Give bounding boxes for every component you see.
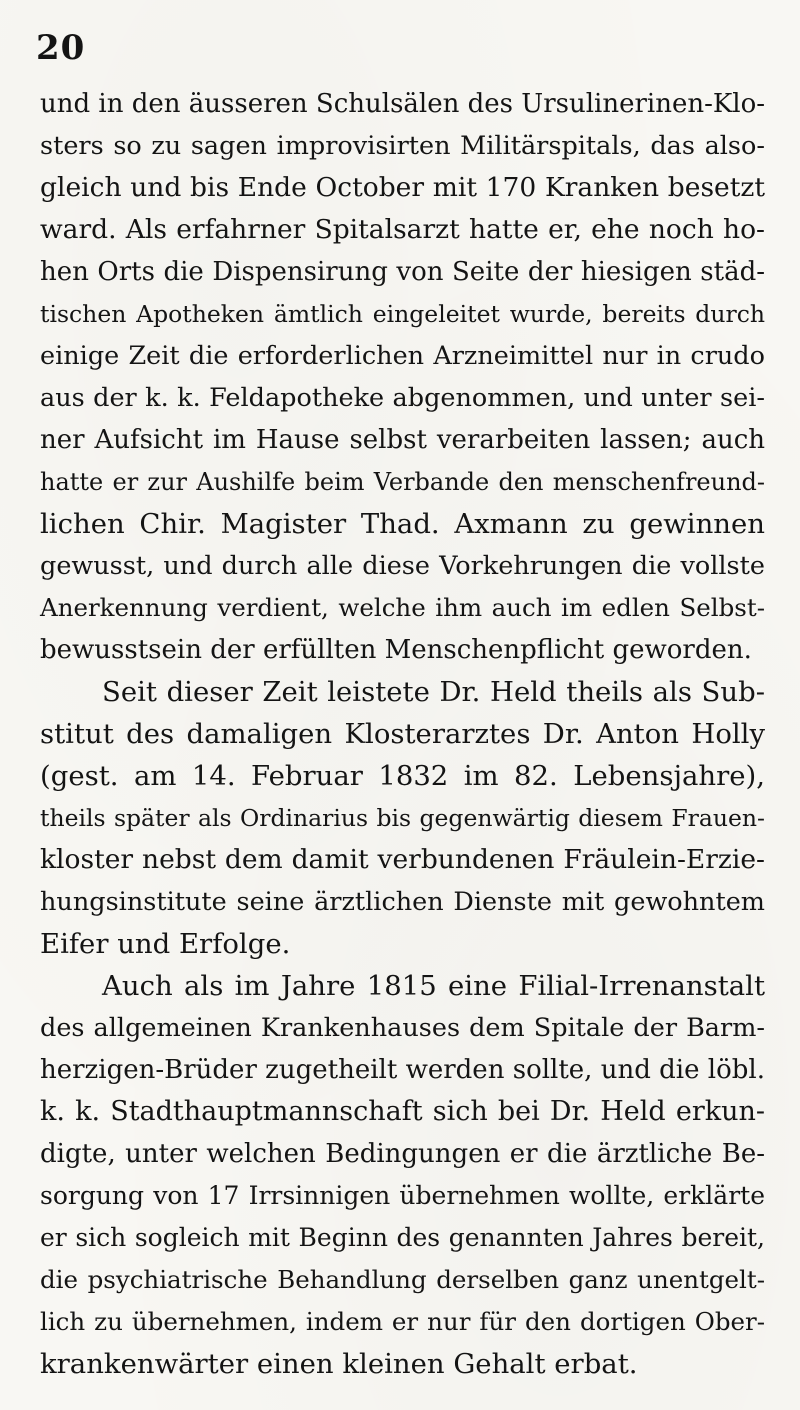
text-line: hen Orts die Dispensirung von Seite der hiesigen städ-: [40, 257, 765, 287]
text-line: stitut des damaligen Klosterarztes Dr. Anton Holly: [40, 718, 765, 750]
text-line: Eifer und Erfolge.: [40, 928, 291, 960]
text-line: sorgung von 17 Irrsinnigen übernehmen wollte, erklärte: [40, 1181, 765, 1210]
text-line: tischen Apotheken ämtlich eingeleitet wurde, bereits durch: [40, 300, 765, 328]
text-line: ward. Als erfahrner Spitalsarzt hatte er, ehe noch ho-: [40, 214, 765, 245]
page-number: 20: [36, 28, 86, 68]
body-text: [40, 83, 765, 1385]
text-line: theils später als Ordinarius bis gegenwärtig diesem Frauen-: [40, 804, 765, 832]
text-line: krankenwärter einen kleinen Gehalt erbat.: [40, 1348, 638, 1380]
text-line: k. k. Stadthauptmannschaft sich bei Dr. Held erkun-: [40, 1096, 765, 1127]
text-line: und in den äusseren Schulsälen des Ursulinerinen-Klo-: [40, 89, 766, 119]
text-line: lichen Chir. Magister Thad. Axmann zu gewinnen: [40, 508, 765, 540]
text-line: bewusstsein der erfüllten Menschenpflicht geworden.: [40, 635, 752, 665]
text-line: aus der k. k. Feldapotheke abgenommen, und unter sei-: [40, 383, 765, 413]
text-line: gewusst, und durch alle diese Vorkehrungen die vollste: [40, 551, 765, 581]
text-line: digte, unter welchen Bedingungen er die ärztliche Be-: [40, 1139, 765, 1169]
text-line: (gest. am 14. Februar 1832 im 82. Lebensjahre),: [40, 760, 765, 792]
text-line: kloster nebst dem damit verbundenen Fräulein-Erzie-: [40, 844, 765, 875]
text-line: Seit dieser Zeit leistete Dr. Held theils als Sub-: [102, 676, 765, 708]
text-line: die psychiatrische Behandlung derselben ganz unentgelt-: [40, 1265, 765, 1294]
text-line: herzigen-Brüder zugetheilt werden sollte, und die löbl.: [40, 1055, 765, 1085]
text-line: Anerkennung verdient, welche ihm auch im edlen Selbst-: [40, 593, 765, 622]
text-line: hatte er zur Aushilfe beim Verbande den menschenfreund-: [40, 468, 765, 496]
text-line: sters so zu sagen improvisirten Militärspitals, das also-: [40, 131, 765, 161]
text-line: ner Aufsicht im Hause selbst verarbeiten lassen; auch: [40, 425, 765, 455]
text-line: er sich sogleich mit Beginn des genannten Jahres bereit,: [40, 1223, 765, 1252]
text-line: lich zu übernehmen, indem er nur für den dortigen Ober-: [40, 1307, 765, 1336]
text-line: hungsinstitute seine ärztlichen Dienste mit gewohntem: [40, 887, 765, 917]
text-line: einige Zeit die erforderlichen Arzneimittel nur in crudo: [40, 341, 765, 371]
text-line: des allgemeinen Krankenhauses dem Spitale der Barm-: [40, 1013, 765, 1043]
text-line: Auch als im Jahre 1815 eine Filial-Irrenanstalt: [102, 970, 765, 1002]
text-line: gleich und bis Ende October mit 170 Kranken besetzt: [40, 172, 765, 203]
